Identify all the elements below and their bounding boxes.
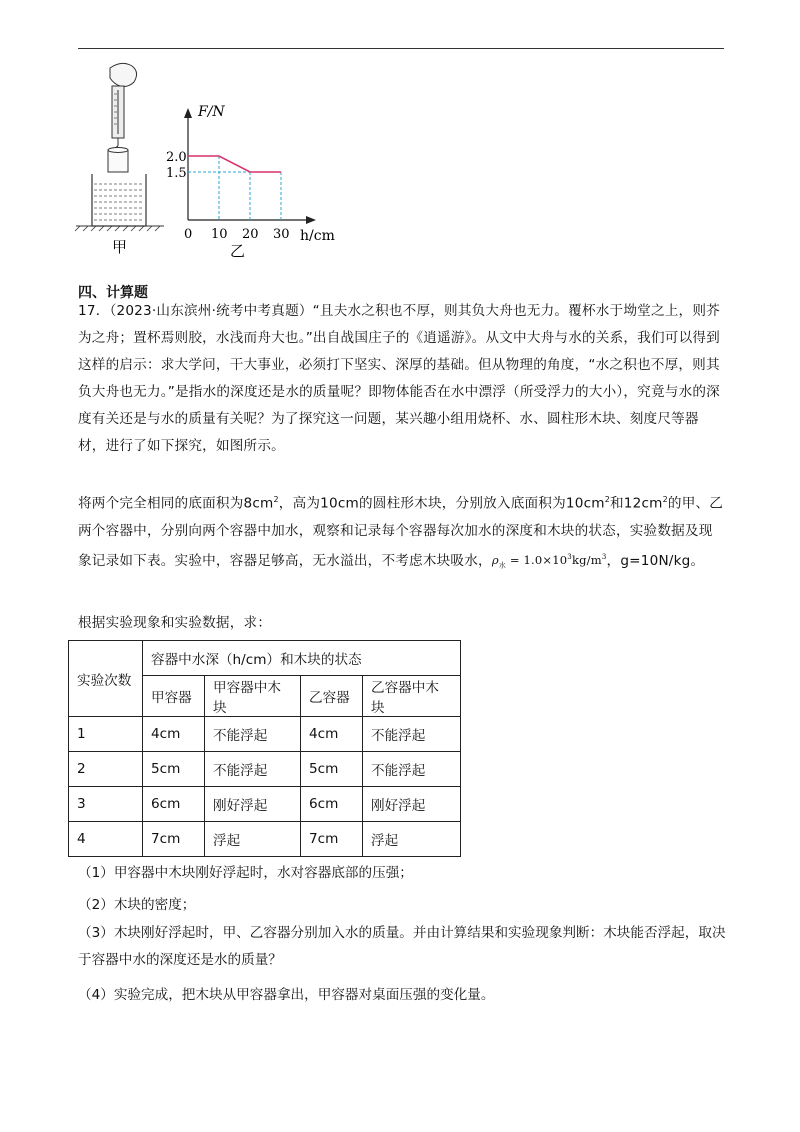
beaker: [92, 174, 146, 226]
table-cell: 1: [69, 717, 143, 752]
table-row: [69, 787, 461, 822]
data-table: [68, 640, 461, 857]
chart-guides: [188, 156, 281, 220]
hand-icon: [110, 63, 137, 86]
table-cell: 7cm: [143, 822, 205, 857]
question-1: （1）甲容器中木块刚好浮起时，水对容器底部的压强；: [78, 865, 413, 881]
table-cell: 5cm: [143, 752, 205, 787]
table-cell: 4: [69, 822, 143, 857]
table-header-trial: 实验次数: [69, 641, 143, 717]
table-row: [69, 717, 461, 752]
chart-line: [188, 156, 281, 172]
formula-rho: ρ: [491, 553, 499, 568]
table-cell: 刚好浮起: [205, 787, 301, 822]
table-header-row: [69, 641, 461, 676]
x-tick-label: 0: [184, 227, 193, 242]
table-subheader: 甲容器中木块: [205, 676, 301, 717]
chart-ticks: [166, 150, 290, 242]
table-cell: 6cm: [143, 787, 205, 822]
problem-ask: 根据实验现象和实验数据，求：: [78, 615, 272, 631]
table-subheader: 乙容器: [301, 676, 363, 717]
question-4: （4）实验完成，把木块从甲容器拿出，甲容器对桌面压强的变化量。: [78, 987, 495, 1003]
y-axis-label: F/N: [198, 104, 225, 120]
setup-sup-1: 2: [273, 495, 279, 504]
y-tick-label: 2.0: [166, 150, 187, 165]
table-cell: 4cm: [143, 717, 205, 752]
table-cell: 6cm: [301, 787, 363, 822]
y-tick-label: 1.5: [166, 166, 187, 181]
x-tick-label: 20: [242, 227, 259, 242]
cylinder-block: [108, 150, 128, 172]
y-axis-arrow: [184, 108, 192, 118]
table-header-group: 容器中水深（h/cm）和木块的状态: [143, 641, 461, 676]
setup-d: 的甲、乙两个容器中，分别向两个容器中加水，观察和记录每个容器每次加水的深度和木块的状态，实验数据及现象记录如下表。实验中，容器足够高，无水溢出，不考虑木块吸水，: [78, 495, 724, 569]
formula-rest: = 1.0×10: [505, 553, 568, 568]
table-row: [69, 822, 461, 857]
x-axis-arrow: [306, 216, 316, 224]
top-rule: [78, 48, 724, 49]
table-cell: 不能浮起: [205, 717, 301, 752]
table-subheader: 乙容器中木块: [363, 676, 461, 717]
setup-a: 将两个完全相同的底面积为8cm: [78, 495, 274, 512]
x-tick-label: 10: [211, 227, 228, 242]
table-cell: 不能浮起: [363, 717, 461, 752]
formula-sub: 水: [498, 561, 506, 570]
setup-b: ，高为10cm的圆柱形木块，分别放入底面积为10cm: [278, 495, 605, 512]
density-formula: [491, 553, 607, 570]
problem-setup: [78, 486, 726, 580]
table-cell: 5cm: [301, 752, 363, 787]
formula-exp: 3: [567, 553, 572, 562]
table-cell: 刚好浮起: [363, 787, 461, 822]
x-tick-label: 30: [273, 227, 290, 242]
question-2: （2）木块的密度；: [78, 897, 196, 913]
table-cell: 3: [69, 787, 143, 822]
setup-sup-3: 2: [662, 495, 668, 504]
table-cell: 浮起: [205, 822, 301, 857]
table-cell: 浮起: [363, 822, 461, 857]
table-cell: 不能浮起: [205, 752, 301, 787]
figure-b-label: 乙: [230, 242, 246, 260]
table-subheader: 甲容器: [143, 676, 205, 717]
formula-unit-exp: 3: [601, 553, 607, 562]
table-cell: 7cm: [301, 822, 363, 857]
series-line: [188, 156, 281, 172]
problem-intro: 17．（2023·山东滨州·统考中考真题）“且夫水之积也不厚，则其负大舟也无力。覆杯水于坳堂之上，则芥为之舟；置杯焉则胶，水浅而舟大也。”出自战国庄子的《逍遥游》。从文中大舟与水的关系，我们可以得到这样的启示：求大学问，干大事业，必须打下坚实、深厚的基础。但从物理的角度，“水之积也不厚，则其负大舟也无力。”是指水的深度还是水的质量呢？即物体能否在水中漂浮（所受浮力的大小），究竟与水的深度有关还是与水的质量有关呢？为了探究这一问题，某兴趣小组用烧杯、水、圆柱形木块、刻度尺等器材，进行了如下探究，如图所示。: [78, 303, 720, 454]
setup-sup-2: 2: [604, 495, 611, 504]
section-title: 四、计算题: [78, 285, 148, 301]
figure-a-label: 甲: [112, 238, 128, 256]
question-3: （3）木块刚好浮起时，甲、乙容器分别加入水的质量。并由计算结果和实验现象判断：木块能否浮起，取决于容器中水的深度还是水的质量？: [78, 925, 726, 968]
figure-b-graph: [160, 100, 350, 260]
table-cell: 2: [69, 752, 143, 787]
setup-c: 和12cm: [610, 495, 663, 512]
x-axis-label: h/cm: [300, 228, 335, 244]
formula-unit: kg/m: [571, 553, 602, 568]
table-cell: 不能浮起: [363, 752, 461, 787]
setup-e: ，g=10N/kg。: [606, 552, 705, 569]
table-row: [69, 752, 461, 787]
table-cell: 4cm: [301, 717, 363, 752]
